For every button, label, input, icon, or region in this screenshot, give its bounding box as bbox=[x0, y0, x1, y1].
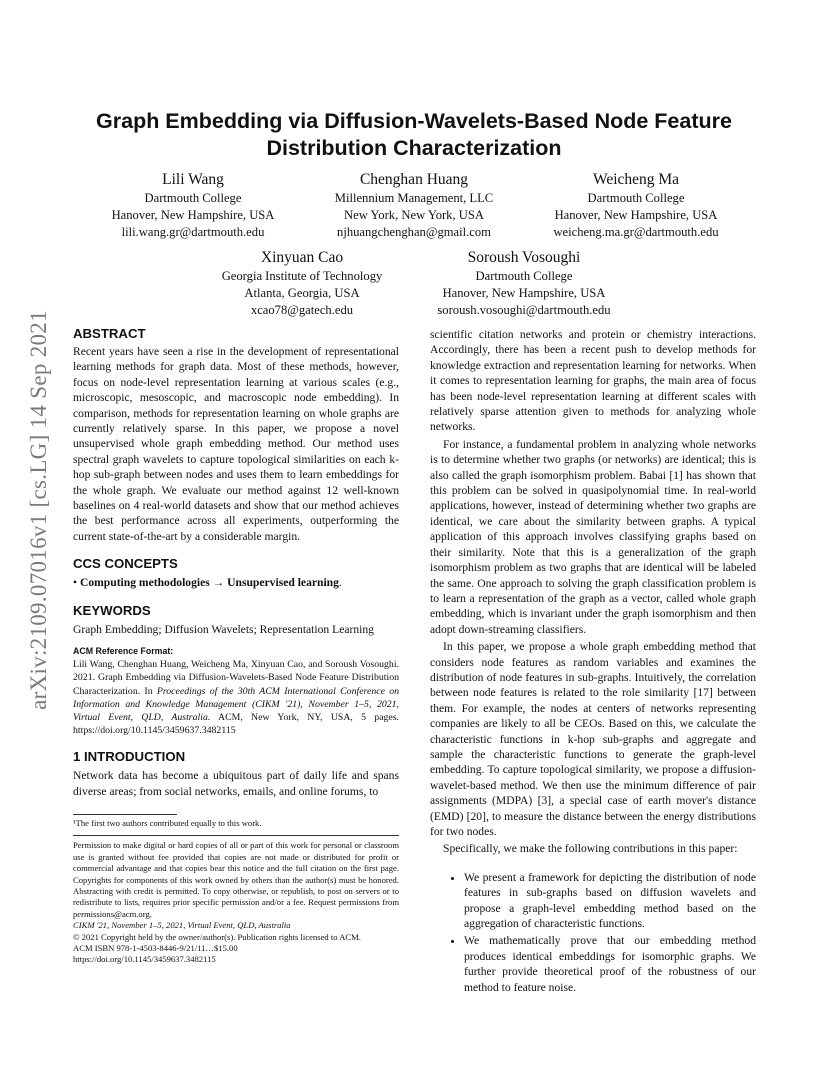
acm-reference bbox=[73, 658, 399, 737]
author-affiliation: Dartmouth College bbox=[475, 269, 573, 283]
author-name: Chenghan Huang bbox=[359, 171, 469, 188]
list-item: • We mathematically prove that our embedding method produces identical embeddings for isomorphic graphs. We further provide theoretical proof of the robustness of our method to feature noise. bbox=[464, 933, 756, 995]
conference-line: CIKM '21, November 1–5, 2021, Virtual Event, QLD, Australia bbox=[73, 920, 291, 931]
author-email: soroush.vosoughi@dartmouth.edu bbox=[437, 302, 611, 317]
author-name: Soroush Vosoughi bbox=[467, 249, 581, 266]
author-affiliation: Millennium Management, LLC bbox=[334, 191, 494, 205]
author-location: Hanover, New Hampshire, USA bbox=[554, 207, 718, 222]
paper-title bbox=[60, 108, 768, 162]
right-column bbox=[430, 327, 756, 997]
contributions-list bbox=[430, 870, 756, 995]
footnote-area bbox=[73, 814, 399, 966]
author-block bbox=[88, 170, 298, 240]
author-email: njhuangchenghan@gmail.com bbox=[337, 224, 491, 239]
paragraph: For instance, a fundamental problem in analyzing whole networks is to determine whether two graphs (or networks) are identical; this is also called the graph isomorphism problem. Babai [1] has shown that this problem can be solved in quasipolynomial time. In real-world applications, however, instead of determining whether two graphs are identical, we care about the similarity between graphs. A typical application of this approach involves classifying graphs based on their similarity. Note that this is a generalization of the graph isomorphism problem as two graphs that are identical will be labeled the same. One approach to solving the graph classification problem is to learn a representation of the graph as a vector, called whole graph embedding, which is invariant under the graph isomorphism and then adopt down-streaming classifiers. bbox=[430, 437, 756, 636]
permission-notice: Permission to make digital or hard copies of all or part of this work for personal or classroom use is granted without fee provided that copies are not made or distributed for profit or commercial advantage and that copies bear this notice and the full citation on the first page. Copyrights for components of this work owned by others than the author(s) must be honored. Abstracting with credit is permitted. To copy otherwise, or republish, to post on servers or to redistribute to lists, requires prior specific permission and/or a fee. Request permissions from permissions@acm.org. bbox=[73, 840, 399, 919]
left-column bbox=[73, 325, 399, 799]
ccs-period: . bbox=[338, 576, 342, 590]
arxiv-stamp: arXiv:2109.07016v1 [cs.LG] 14 Sep 2021 bbox=[26, 310, 51, 710]
ccs-bullet: • bbox=[73, 576, 78, 590]
ccs-heading: CCS CONCEPTS bbox=[73, 556, 178, 572]
paragraph: Specifically, we make the following contributions in this paper: bbox=[443, 842, 738, 856]
copyright-line: © 2021 Copyright held by the owner/author(s). Publication rights licensed to ACM. bbox=[73, 931, 361, 942]
introduction-heading: 1 INTRODUCTION bbox=[73, 749, 186, 765]
permission-rule bbox=[73, 835, 399, 836]
author-name: Lili Wang bbox=[162, 171, 224, 188]
reference-tail: ACM, New York, NY, USA, 5 pages. https://doi.org/10.1145/3459637.3482115 bbox=[73, 711, 400, 737]
author-location: New York, New York, USA bbox=[344, 207, 484, 222]
doi-line: https://doi.org/10.1145/3459637.3482115 bbox=[73, 954, 216, 965]
author-name: Xinyuan Cao bbox=[260, 249, 344, 266]
reference-authors: Lili Wang, Chenghan Huang, Weicheng Ma, Xinyuan Cao, and Soroush Vosoughi. 2021. Graph Embedding via Diffusion-Wavelets-Based Node Feature Distribution Characterization. In bbox=[73, 659, 399, 697]
keywords-text: Graph Embedding; Diffusion Wavelets; Representation Learning bbox=[73, 622, 374, 636]
footnote: ¹The first two authors contributed equally to this work. bbox=[73, 818, 262, 828]
author-block bbox=[304, 170, 524, 240]
author-affiliation: Georgia Institute of Technology bbox=[221, 269, 383, 283]
footnote-rule bbox=[73, 814, 177, 815]
author-email: lili.wang.gr@dartmouth.edu bbox=[121, 224, 265, 239]
reference-venue: Proceedings of the 30th ACM International Conference on Information and Knowledge Management (CIKM '21), November 1–5, 2021, Virtual Event, QLD, Australia. bbox=[73, 685, 399, 723]
author-name: Weicheng Ma bbox=[592, 171, 680, 188]
isbn-line: ACM ISBN 978-1-4503-8446-9/21/11…$15.00 bbox=[73, 943, 238, 954]
author-location: Hanover, New Hampshire, USA bbox=[111, 207, 275, 222]
author-location: Atlanta, Georgia, USA bbox=[244, 285, 360, 300]
author-affiliation: Dartmouth College bbox=[144, 191, 242, 205]
introduction-text: Network data has become a ubiquitous part of daily life and spans diverse areas; from social networks, emails, and online forums, to bbox=[73, 769, 399, 798]
author-email: xcao78@gatech.edu bbox=[250, 302, 354, 317]
abstract-heading: ABSTRACT bbox=[73, 326, 146, 341]
paragraph: In this paper, we propose a whole graph embedding method that considers node features as random variables and examines the distribution of node features in sub-graphs. Intuitively, the correlation between node features is related to the role similarity [17] between them. For example, the nodes at centers of networks representing companies are likely to all be CEOs. Based on this, we calculate the characteristic functions in k-hop sub-graphs and aggregate and sample the characteristic functions to generate the graph-level embedding. To capture topological similarity, we propose a diffusion-wavelet-based method. We then use the minimum difference of pair assignments (MDPA) [3], a special case of earth mover's distance (EMD) [20], to measure the distance between the energy distributions for two nodes. bbox=[430, 640, 756, 838]
list-item: • We present a framework for depicting the distribution of node features in sub-graphs based on diffusion wavelets and propose a graph-level embedding method based on the aggregation of characteristic functions. bbox=[464, 870, 756, 932]
author-block bbox=[530, 170, 742, 240]
ccs-concept: Computing methodologies → Unsupervised learning bbox=[79, 576, 339, 590]
acm-reference-heading: ACM Reference Format: bbox=[73, 646, 174, 657]
title-line-2: Distribution Characterization bbox=[266, 136, 562, 160]
author-block bbox=[418, 248, 630, 318]
keywords-heading: KEYWORDS bbox=[73, 602, 151, 618]
author-affiliation: Dartmouth College bbox=[587, 191, 685, 205]
paragraph: scientific citation networks and protein or chemistry interactions. Accordingly, there has been a recent push to develop methods for knowledge extraction and representation learning for networks. When it comes to representation learning for graphs, the main area of focus has been node-level representation learning at different scales with relatively sparse attention given to methods for analyzing whole networks. bbox=[430, 328, 756, 434]
author-email: weicheng.ma.gr@dartmouth.edu bbox=[553, 224, 719, 239]
author-block bbox=[196, 248, 408, 318]
title-line-1: Graph Embedding via Diffusion-Wavelets-Based Node Feature bbox=[96, 109, 732, 133]
abstract-text: Recent years have seen a rise in the development of representational learning methods for graph data. Most of these methods, however, focus on node-level representation learning at various scales (e.g., microscopic, mesoscopic, and macroscopic node embedding). In comparison, methods for representation learning on whole graphs are currently relatively sparse. In this paper, we propose a novel unsupervised whole graph embedding method. Our method uses spectral graph wavelets to capture topological similarities on each k-hop sub-graph between nodes and uses them to learn embeddings for the whole graph. We evaluate our method against 12 well-known baselines on 4 real-world datasets and show that our method achieves the best performance across all experiments, outperforming the current state-of-the-art by a considerable margin. bbox=[73, 345, 399, 543]
author-location: Hanover, New Hampshire, USA bbox=[442, 285, 606, 300]
ccs-concepts bbox=[73, 575, 399, 590]
